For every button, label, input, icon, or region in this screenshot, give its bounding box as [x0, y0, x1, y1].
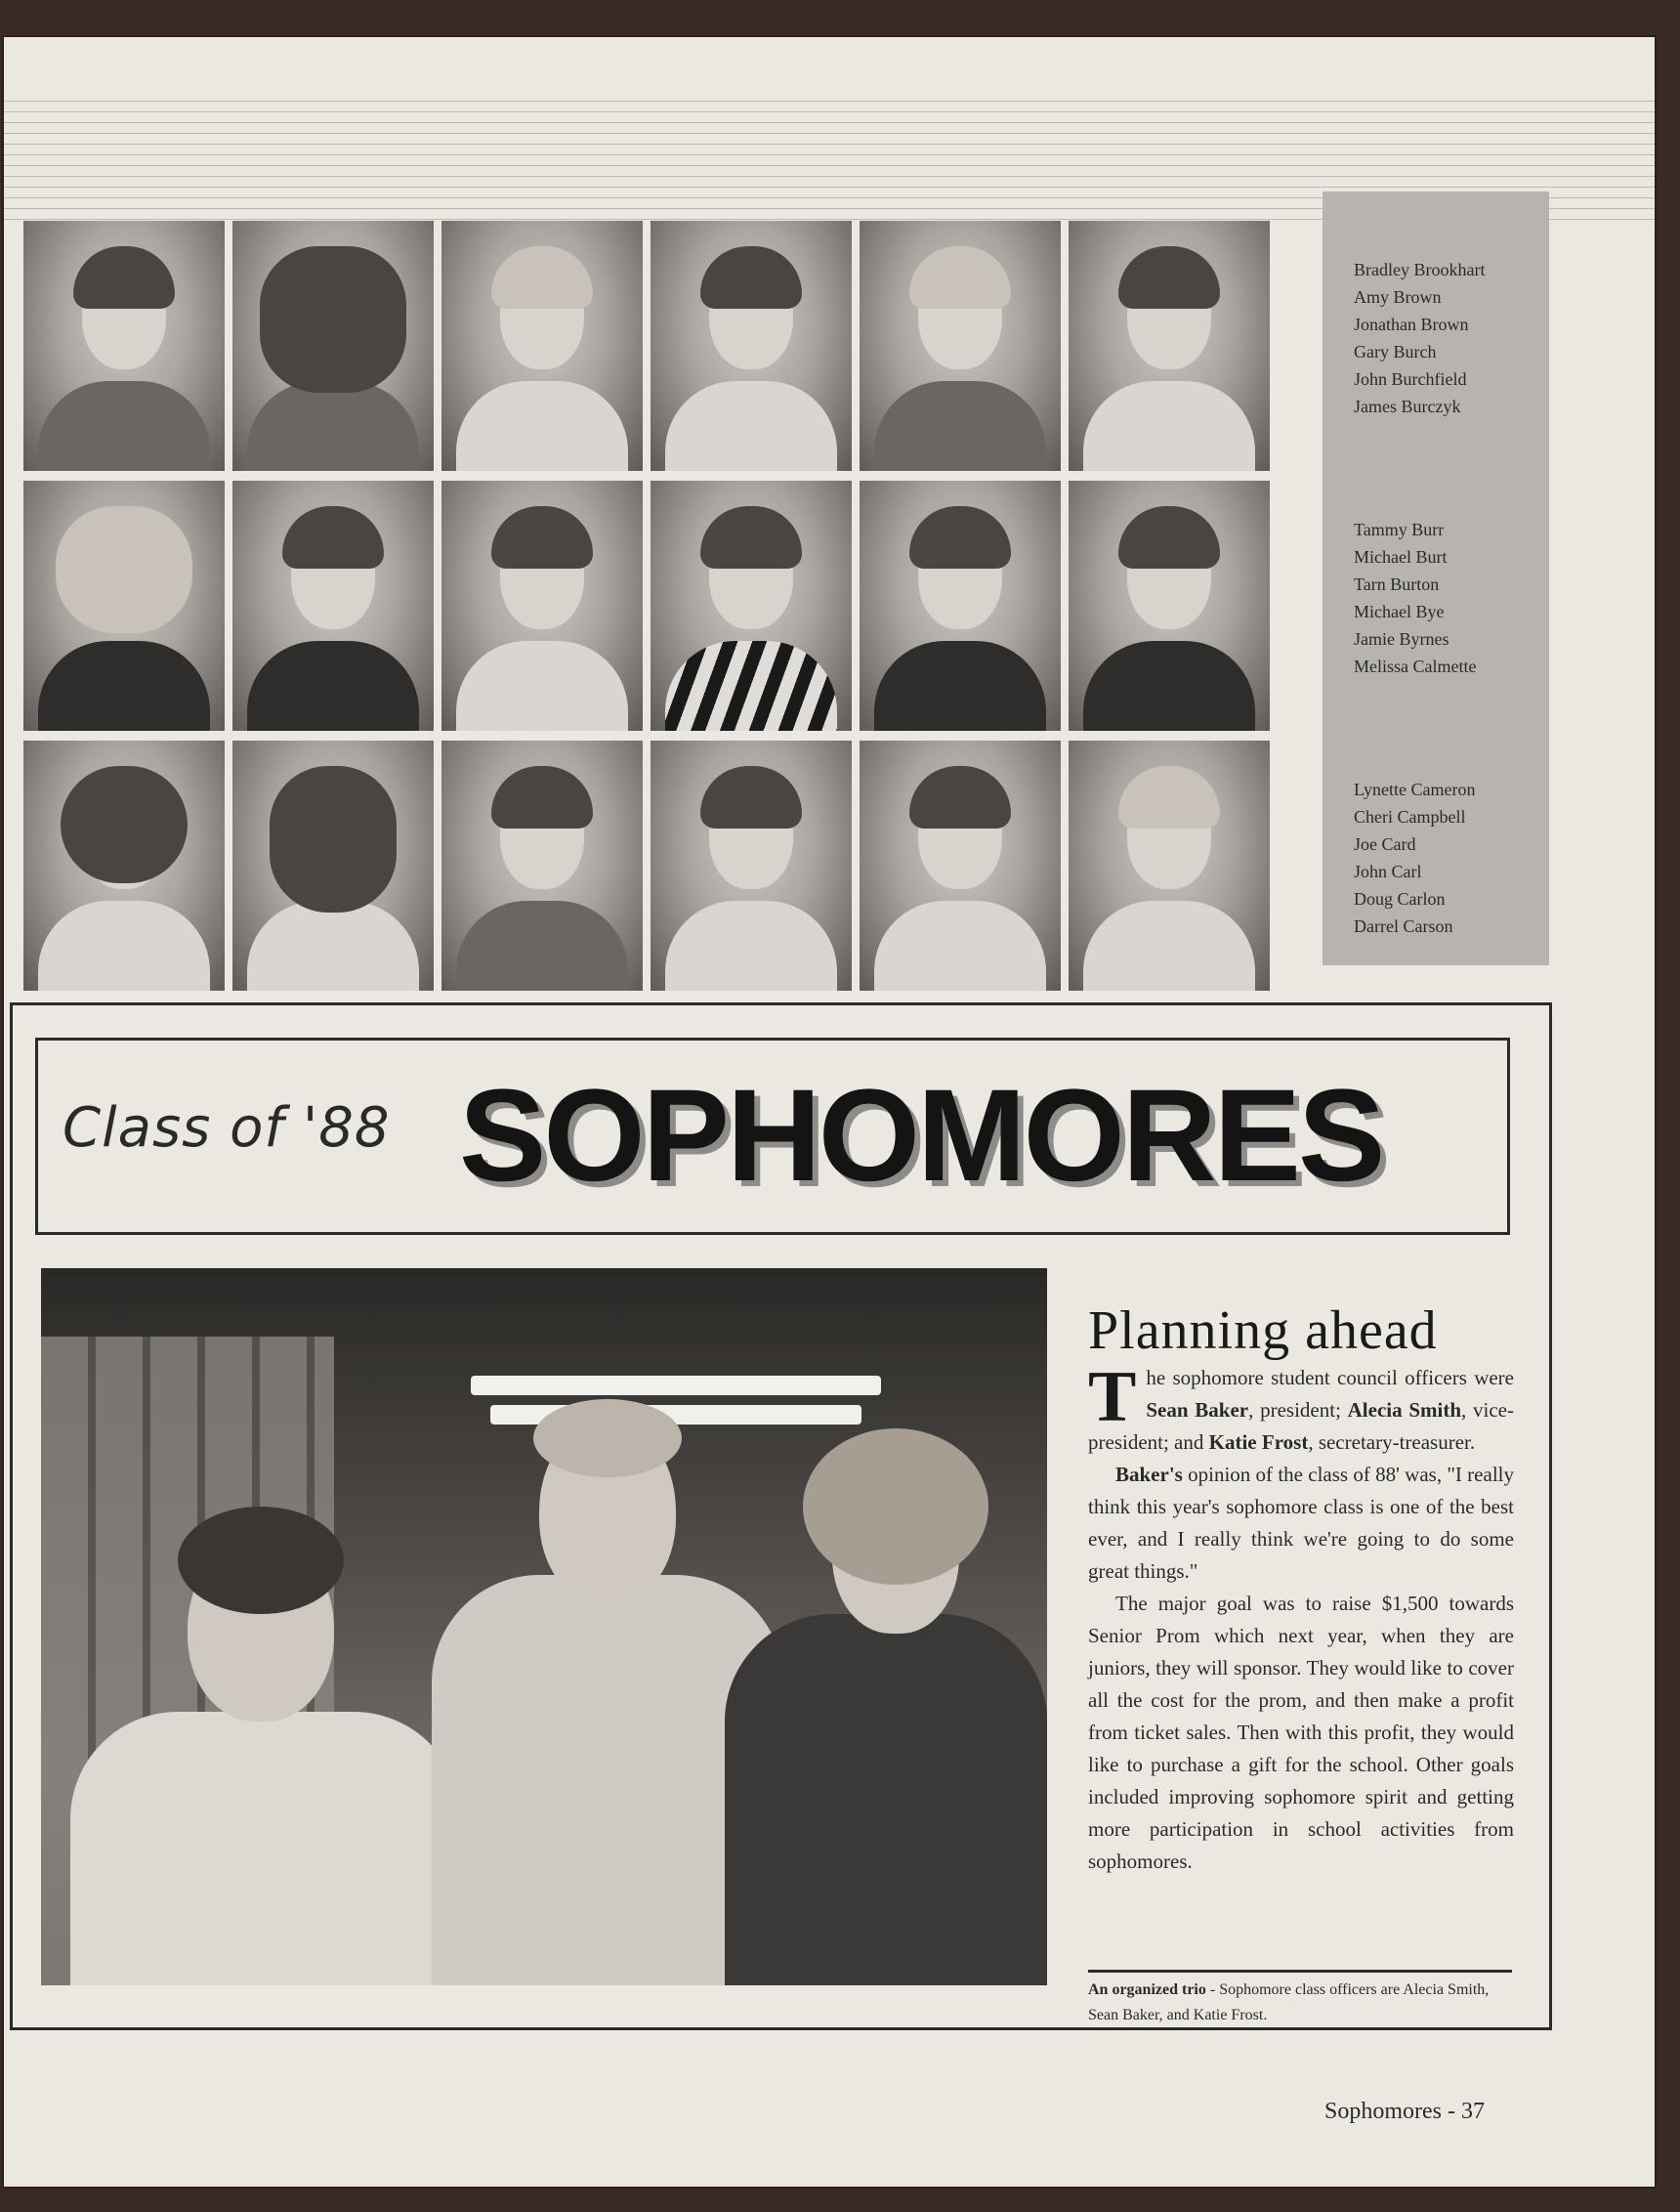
portrait-photo	[651, 481, 852, 731]
names-group-1	[1354, 256, 1485, 420]
portrait-row-3	[23, 741, 1270, 991]
portrait-photo	[441, 221, 643, 471]
officers-photo	[41, 1268, 1047, 1985]
portrait-photo	[441, 481, 643, 731]
portrait-photo	[1069, 221, 1270, 471]
officer-name: Baker's	[1115, 1463, 1183, 1486]
officer-name: Alecia Smith	[1347, 1398, 1462, 1422]
paragraph-2	[1088, 1459, 1514, 1588]
student-name: Cheri Campbell	[1354, 807, 1466, 827]
portrait-photo	[23, 741, 225, 991]
portrait-photo	[23, 221, 225, 471]
text: opinion of the class of 88' was, "I really think this year's sophomore class is one of the best ever, and I really think we're going to do some great things."	[1088, 1463, 1514, 1583]
text: , vice-president; and	[1088, 1398, 1514, 1454]
portrait-photo	[232, 741, 434, 991]
article-headline: Planning ahead	[1088, 1300, 1438, 1361]
names-group-3	[1354, 776, 1475, 940]
drop-cap: T	[1088, 1357, 1137, 1437]
portrait-photo	[860, 481, 1061, 731]
student-name: Amy Brown	[1354, 287, 1442, 307]
names-panel	[1323, 191, 1549, 965]
student-name: Melissa Calmette	[1354, 657, 1477, 676]
caption-title: An organized trio	[1088, 1981, 1206, 1998]
portrait-photo	[651, 221, 852, 471]
portrait-row-1	[23, 221, 1270, 471]
article-body	[1088, 1357, 1514, 1878]
portrait-photo	[23, 481, 225, 731]
portrait-photo	[651, 741, 852, 991]
student-name: Michael Burt	[1354, 547, 1448, 567]
portrait-photo	[232, 221, 434, 471]
student-name: Tammy Burr	[1354, 520, 1445, 539]
portrait-photo	[860, 741, 1061, 991]
article	[1088, 1299, 1514, 1878]
student-name: Michael Bye	[1354, 602, 1445, 621]
student-name: Lynette Cameron	[1354, 780, 1476, 799]
portrait-photo	[232, 481, 434, 731]
names-group-2	[1354, 516, 1476, 680]
page-folio: Sophomores - 37	[1324, 2099, 1485, 2124]
caption-text: - Sophomore class officers are Alecia Smith, Sean Baker, and Katie Frost.	[1088, 1981, 1490, 2023]
student-name: Gary Burch	[1354, 342, 1437, 362]
page-title: SOPHOMORES	[459, 1063, 1383, 1209]
student-name: John Burchfield	[1354, 369, 1467, 389]
student-name: Doug Carlon	[1354, 889, 1446, 909]
portrait-row-2	[23, 481, 1270, 731]
student-name: Jamie Byrnes	[1354, 629, 1449, 649]
text: , secretary-treasurer.	[1308, 1430, 1476, 1454]
student-name: James Burczyk	[1354, 397, 1461, 416]
class-of-label: Class of '88	[63, 1096, 391, 1160]
portrait-photo	[860, 221, 1061, 471]
portrait-photo	[1069, 741, 1270, 991]
student-name: Tarn Burton	[1354, 574, 1440, 594]
student-name: Darrel Carson	[1354, 916, 1453, 936]
portrait-photo	[441, 741, 643, 991]
student-name: John Carl	[1354, 862, 1422, 881]
officer-name: Katie Frost	[1208, 1430, 1309, 1454]
officer-name: Sean Baker	[1146, 1398, 1249, 1422]
paragraph-3: The major goal was to raise $1,500 towards Senior Prom which next year, when they are juniors, they will sponsor. They would like to cover all the cost for the prom, and then make a profit from ticket sales. Then with this profit, they would like to purchase a gift for the school. Other goals included improving sophomore spirit and getting more participation in school activities from sophomores.	[1088, 1592, 1514, 1873]
student-name: Bradley Brookhart	[1354, 260, 1486, 279]
caption-rule	[1088, 1970, 1512, 1973]
portrait-photo	[1069, 481, 1270, 731]
text: , president;	[1248, 1398, 1348, 1422]
student-name: Joe Card	[1354, 834, 1416, 854]
photo-caption	[1088, 1978, 1518, 2028]
text: he sophomore student council officers were	[1146, 1366, 1514, 1389]
paragraph-1	[1088, 1357, 1514, 1459]
student-name: Jonathan Brown	[1354, 315, 1469, 334]
